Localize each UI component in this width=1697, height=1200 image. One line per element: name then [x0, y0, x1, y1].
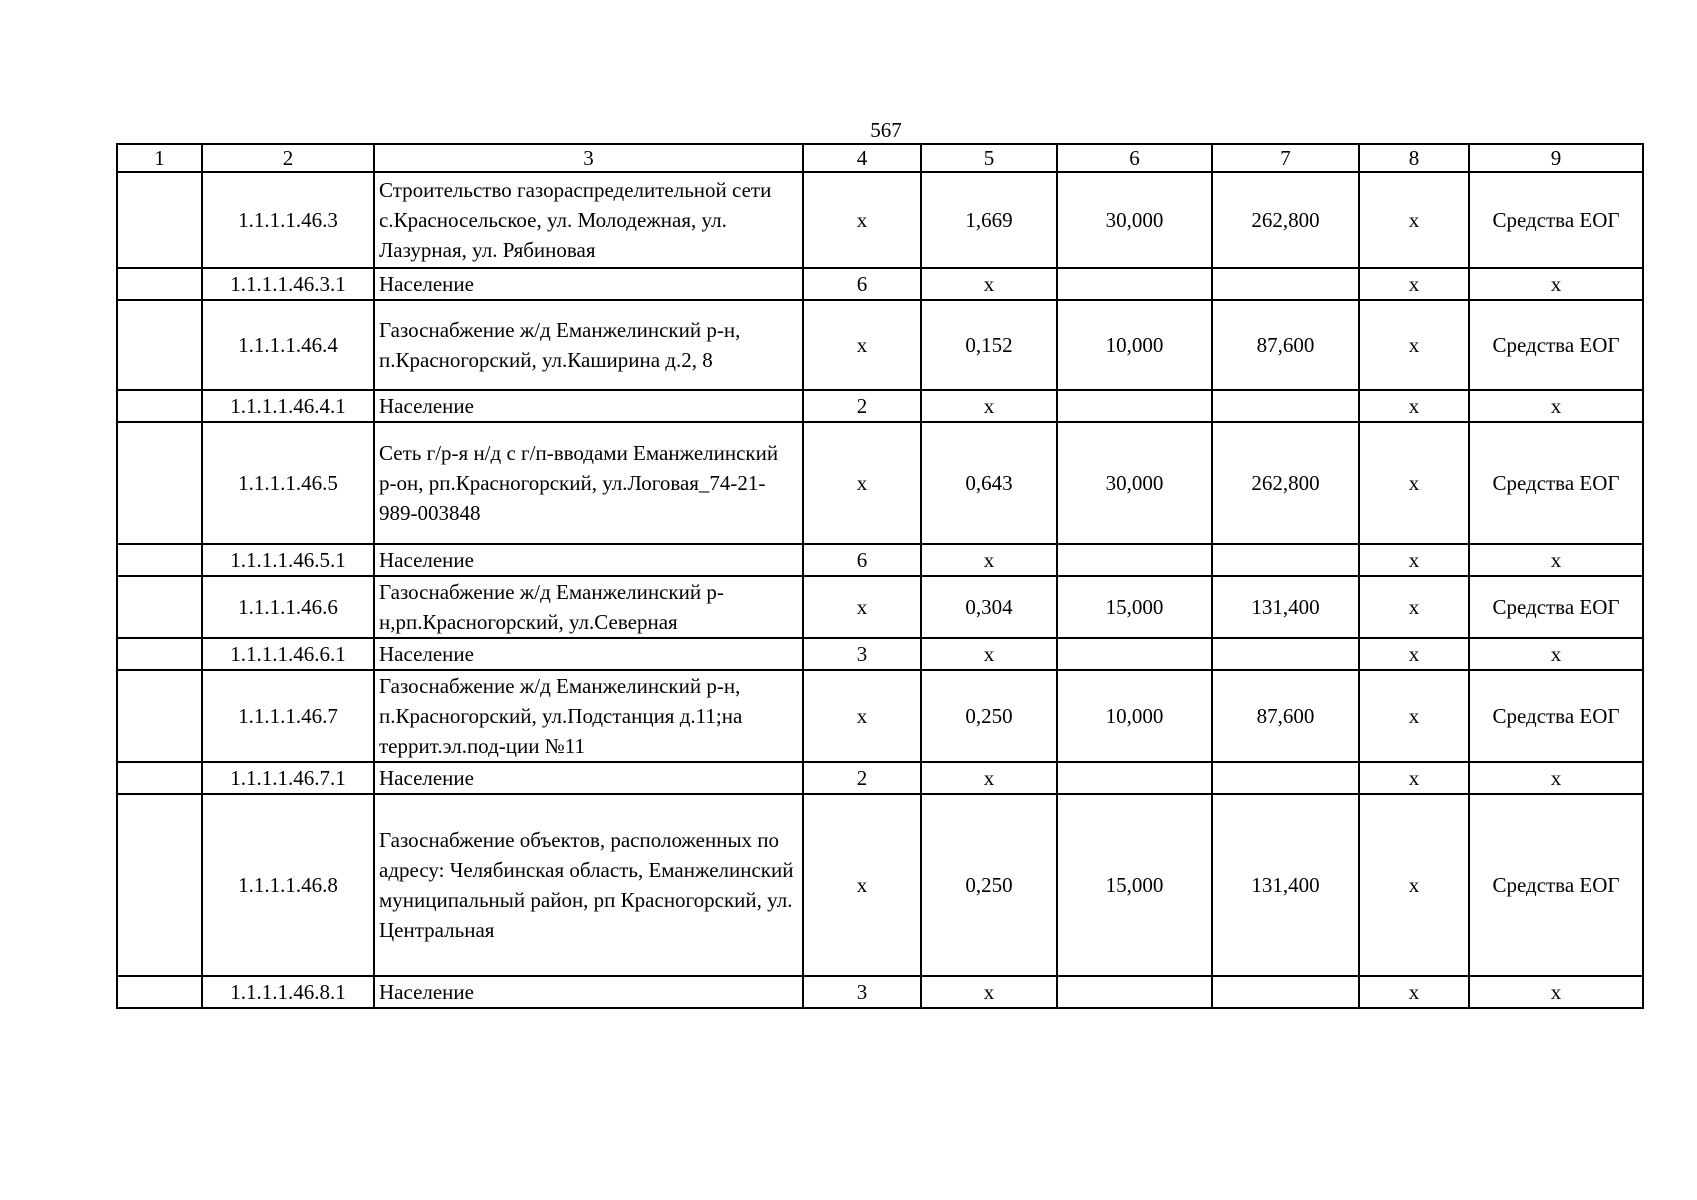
capacity-cell	[1212, 544, 1359, 576]
funding-source-cell: Средства ЕОГ	[1469, 670, 1643, 762]
capacity-cell	[1212, 390, 1359, 422]
quantity-cell: 6	[803, 268, 921, 300]
diameter-cell	[1057, 762, 1212, 794]
length-cell: х	[921, 390, 1057, 422]
quantity-cell: 3	[803, 976, 921, 1008]
item-code-cell: 1.1.1.1.46.3.1	[202, 268, 374, 300]
capacity-cell: 131,400	[1212, 576, 1359, 638]
item-code-cell: 1.1.1.1.46.5	[202, 422, 374, 544]
capacity-cell	[1212, 638, 1359, 670]
quantity-cell: 6	[803, 544, 921, 576]
funding-source-cell: х	[1469, 268, 1643, 300]
item-code-cell: 1.1.1.1.46.8	[202, 794, 374, 976]
length-cell: 0,304	[921, 576, 1057, 638]
table-row	[117, 422, 1643, 544]
item-code-cell: 1.1.1.1.46.6.1	[202, 638, 374, 670]
diameter-cell: 10,000	[1057, 670, 1212, 762]
item-code-cell: 1.1.1.1.46.5.1	[202, 544, 374, 576]
item-code-cell: 1.1.1.1.46.6	[202, 576, 374, 638]
row-index-cell	[117, 794, 202, 976]
length-cell: х	[921, 762, 1057, 794]
table-row	[117, 390, 1643, 422]
table-row	[117, 762, 1643, 794]
flag-cell: х	[1359, 422, 1469, 544]
capacity-cell	[1212, 268, 1359, 300]
row-index-cell	[117, 268, 202, 300]
funding-source-cell: х	[1469, 544, 1643, 576]
data-table	[116, 143, 1644, 1009]
row-index-cell	[117, 172, 202, 268]
description-cell: Газоснабжение объектов, расположенных по адресу: Челябинская область, Еманжелинский муниципальный район, рп Красногорский, ул. Центральная	[374, 794, 803, 976]
diameter-cell: 10,000	[1057, 300, 1212, 390]
table-row	[117, 544, 1643, 576]
capacity-cell	[1212, 976, 1359, 1008]
funding-source-cell: х	[1469, 762, 1643, 794]
row-index-cell	[117, 670, 202, 762]
description-cell: Население	[374, 976, 803, 1008]
funding-source-cell: Средства ЕОГ	[1469, 300, 1643, 390]
diameter-cell	[1057, 638, 1212, 670]
row-index-cell	[117, 762, 202, 794]
description-cell: Газоснабжение ж/д Еманжелинский р-н,рп.Красногорский, ул.Северная	[374, 576, 803, 638]
capacity-cell: 262,800	[1212, 422, 1359, 544]
length-cell: х	[921, 638, 1057, 670]
row-index-cell	[117, 576, 202, 638]
quantity-cell: х	[803, 300, 921, 390]
description-cell: Население	[374, 544, 803, 576]
description-cell: Население	[374, 638, 803, 670]
diameter-cell	[1057, 976, 1212, 1008]
funding-source-cell: х	[1469, 976, 1643, 1008]
table-row	[117, 976, 1643, 1008]
flag-cell: х	[1359, 762, 1469, 794]
item-code-cell: 1.1.1.1.46.7.1	[202, 762, 374, 794]
quantity-cell: х	[803, 576, 921, 638]
page-number: 567	[870, 118, 902, 142]
diameter-cell	[1057, 544, 1212, 576]
length-cell: 1,669	[921, 172, 1057, 268]
table-row	[117, 670, 1643, 762]
description-cell: Сеть г/р-я н/д с г/п-вводами Еманжелинский р-он, рп.Красногорский, ул.Логовая_74-21-989-003848	[374, 422, 803, 544]
capacity-cell: 87,600	[1212, 300, 1359, 390]
flag-cell: х	[1359, 576, 1469, 638]
description-cell: Строительство газораспределительной сети с.Красносельское, ул. Молодежная, ул. Лазурная, ул. Рябиновая	[374, 172, 803, 268]
item-code-cell: 1.1.1.1.46.4.1	[202, 390, 374, 422]
capacity-cell: 262,800	[1212, 172, 1359, 268]
quantity-cell: х	[803, 794, 921, 976]
table-row	[117, 300, 1643, 390]
flag-cell: х	[1359, 544, 1469, 576]
flag-cell: х	[1359, 638, 1469, 670]
item-code-cell: 1.1.1.1.46.4	[202, 300, 374, 390]
diameter-cell	[1057, 268, 1212, 300]
flag-cell: х	[1359, 670, 1469, 762]
diameter-cell	[1057, 390, 1212, 422]
row-index-cell	[117, 638, 202, 670]
length-cell: 0,152	[921, 300, 1057, 390]
row-index-cell	[117, 544, 202, 576]
row-index-cell	[117, 422, 202, 544]
quantity-cell: х	[803, 670, 921, 762]
row-index-cell	[117, 390, 202, 422]
funding-source-cell: Средства ЕОГ	[1469, 576, 1643, 638]
funding-source-cell: х	[1469, 390, 1643, 422]
funding-source-cell: х	[1469, 638, 1643, 670]
capacity-cell: 131,400	[1212, 794, 1359, 976]
description-cell: Население	[374, 762, 803, 794]
length-cell: х	[921, 976, 1057, 1008]
column-header: 7	[1212, 144, 1359, 172]
flag-cell: х	[1359, 300, 1469, 390]
table-row	[117, 794, 1643, 976]
flag-cell: х	[1359, 268, 1469, 300]
description-cell: Газоснабжение ж/д Еманжелинский р-н, п.Красногорский, ул.Каширина д.2, 8	[374, 300, 803, 390]
column-header: 3	[374, 144, 803, 172]
quantity-cell: 2	[803, 762, 921, 794]
table-row	[117, 268, 1643, 300]
flag-cell: х	[1359, 390, 1469, 422]
column-header: 1	[117, 144, 202, 172]
flag-cell: х	[1359, 976, 1469, 1008]
table-row	[117, 172, 1643, 268]
length-cell: 0,643	[921, 422, 1057, 544]
header-row	[117, 144, 1643, 172]
table-row	[117, 638, 1643, 670]
diameter-cell: 30,000	[1057, 422, 1212, 544]
capacity-cell	[1212, 762, 1359, 794]
funding-source-cell: Средства ЕОГ	[1469, 794, 1643, 976]
diameter-cell: 15,000	[1057, 794, 1212, 976]
funding-source-cell: Средства ЕОГ	[1469, 172, 1643, 268]
column-header: 2	[202, 144, 374, 172]
diameter-cell: 30,000	[1057, 172, 1212, 268]
item-code-cell: 1.1.1.1.46.3	[202, 172, 374, 268]
capacity-cell: 87,600	[1212, 670, 1359, 762]
length-cell: х	[921, 544, 1057, 576]
quantity-cell: 2	[803, 390, 921, 422]
flag-cell: х	[1359, 794, 1469, 976]
length-cell: 0,250	[921, 794, 1057, 976]
quantity-cell: 3	[803, 638, 921, 670]
flag-cell: х	[1359, 172, 1469, 268]
description-cell: Население	[374, 268, 803, 300]
diameter-cell: 15,000	[1057, 576, 1212, 638]
description-cell: Население	[374, 390, 803, 422]
quantity-cell: х	[803, 422, 921, 544]
length-cell: х	[921, 268, 1057, 300]
item-code-cell: 1.1.1.1.46.7	[202, 670, 374, 762]
column-header: 9	[1469, 144, 1643, 172]
column-header: 6	[1057, 144, 1212, 172]
row-index-cell	[117, 300, 202, 390]
row-index-cell	[117, 976, 202, 1008]
quantity-cell: х	[803, 172, 921, 268]
description-cell: Газоснабжение ж/д Еманжелинский р-н, п.Красногорский, ул.Подстанция д.11;на террит.эл.под-ции №11	[374, 670, 803, 762]
table-row	[117, 576, 1643, 638]
column-header: 4	[803, 144, 921, 172]
item-code-cell: 1.1.1.1.46.8.1	[202, 976, 374, 1008]
column-header: 8	[1359, 144, 1469, 172]
length-cell: 0,250	[921, 670, 1057, 762]
column-header: 5	[921, 144, 1057, 172]
funding-source-cell: Средства ЕОГ	[1469, 422, 1643, 544]
